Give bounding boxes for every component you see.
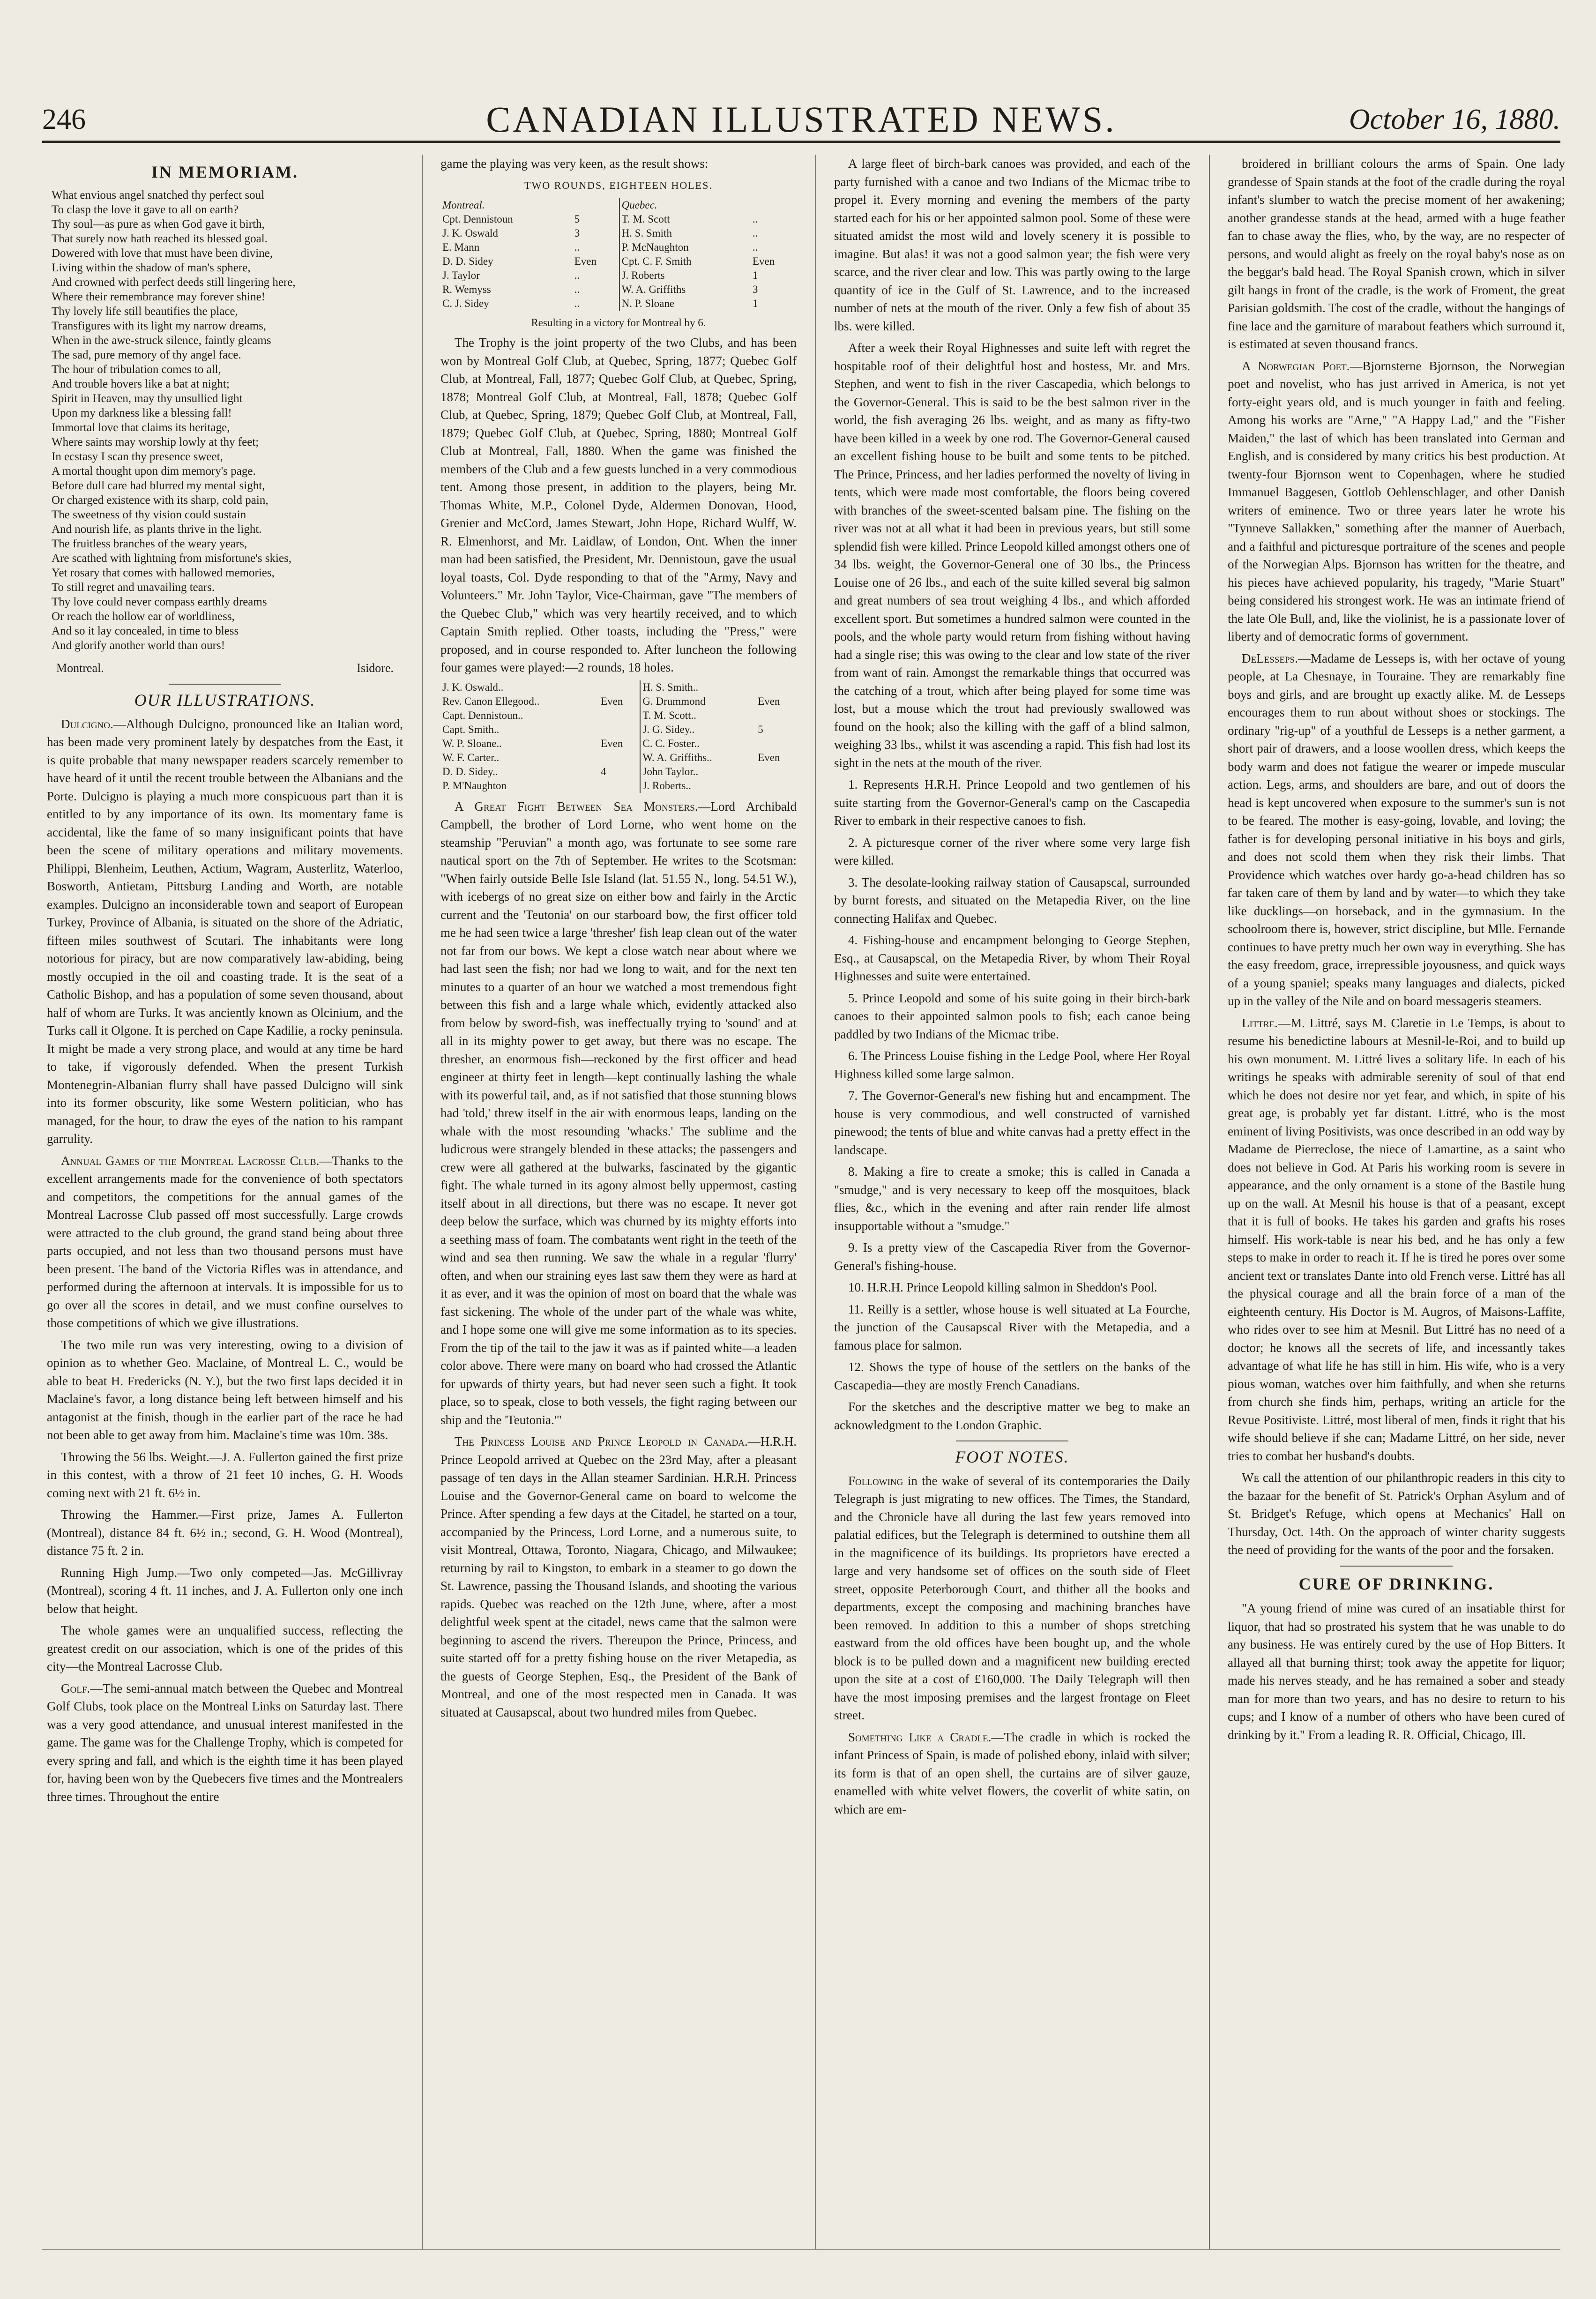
paragraph-text: —Bjornsterne Bjornson, the Norwegian poet and novelist, who has just arrived in America, is not yet forty-eight years old, and is much younger in faith and feeling. Among his works are "Arne," "A Happy Lad," and the "Fisher Maiden," the last of which has been translated into German and English, and is considered by many critics his best production. At twenty-four Bjornson went to Copenhagen, where he studied Immanuel Baggesen, Gottlob Oehlenschlager, and other Danish writers of eminence. Two or three years later he wrote his "Tynneve Sallakken," something after the manner of Auerbach, and a faithful and picturesque portraiture of the scenes and people of the Norwegian Alps. Bjornson has written for the theatre, and his pieces have achieved popularity, his tragedy, "Marie Stuart" being considered his strongest work. He was an intimate friend of the late Ole Bull, and, like the violinist, he is a passionate lover of liberty and of democratic forms of government. (1228, 358, 1565, 643)
column-1 (47, 155, 403, 2249)
article-paragraph (440, 1433, 797, 1721)
poem-stanza (52, 595, 398, 653)
table-row (440, 297, 797, 311)
paragraph-text: —The cradle in which is rocked the infant Princess of Spain, is made of polished ebony, inlaid with silver; its form is that of an open shell, the curtains are of silver gauze, enamelled with white velvet flowers, the coverlit of white satin, on which are em- (834, 1730, 1190, 1816)
table-cell: H. S. Smith.. (640, 680, 756, 694)
poem-line: Dowered with love that must have been divine, (52, 246, 273, 260)
section-heading-cure: CURE OF DRINKING. (1298, 1574, 1494, 1593)
poem-line: And glorify another world than ours! (52, 639, 225, 652)
table-cell: Even (574, 255, 597, 267)
table-cell: D. D. Sidey.. (442, 765, 498, 777)
poem-line: Spirit in Heaven, may thy unsullied light (52, 392, 243, 405)
table-cell: J. K. Oswald.. (442, 681, 504, 693)
table-cell: P. M'Naughton (442, 779, 507, 791)
table-cell: C. C. Foster.. (640, 737, 756, 751)
score-table-1 (440, 198, 797, 311)
article-paragraph: "A young friend of mine was cured of an insatiable thirst for liquor, that had so prostrated his system that he was unable to do any business. He was entirely cured by the use of Hop Bitters. It allayed all that burning thirst; took away the appetite for liquor; made his nerves steady, and he has remained a sober and steady man for more than two years, and has no desire to return to his cups; and I know of a number of others who have been cured of drinking by it." From a leading R. R. Official, Chicago, Ill. (1228, 1601, 1565, 1742)
table-row (440, 779, 797, 793)
poem-line: A mortal thought upon dim memory's page. (52, 464, 256, 478)
article-paragraph (834, 1239, 1190, 1275)
poem-line: And nourish life, as plants thrive in the light. (52, 522, 262, 536)
poem-stanza (52, 304, 398, 362)
poem-line: When in the awe-struck silence, faintly gleams (52, 334, 271, 347)
table-cell: Capt. Smith.. (442, 723, 500, 735)
article-paragraph (47, 1621, 403, 1676)
paragraph-lead: The Princess Louise and Prince Leopold in Canada. (455, 1434, 748, 1448)
table-cell: .. (574, 269, 580, 281)
poem-line: To still regret and unavailing tears. (52, 581, 215, 594)
paragraph-lead: Golf. (61, 1681, 90, 1695)
paragraph-text: —M. Littré, says M. Claretie in Le Temps, is about to resume his benedictine labours at Mesnil-le-Roi, and to build up his own monument. M. Littré lives a solitary life. In each of his writings he speaks with admirable serenity of soul of that end which he does not desire nor yet fear, and which, in spite of his great age, is probably yet far distant. Littré, who is the most eminent of living Positivists, was once described in an odd way by Madame de Pierreclose, the niece of Lamartine, as a saint who does not believe in God. At Paris his working room is severe in appearance, and the only ornament is a stone of the Bastile hung up on the wall. At Mesnil his house is that of a peasant, except that it is full of books. He takes his garden and grafts his roses himself. His work-table is near his bed, and he has only a few steps to make in order to reach it. If he is tired he pores over some ancient text or translates Dante into old French verse. Littré has all the physical courage and all the brain force of a man of the eighteenth century. His Doctor is M. Augros, of Maisons-Laffite, who rides over to see him at Mesnil. But Littré has no need of a doctor; he knows all the secrets of life, and incessantly takes advantage of what life he has still in him. His wife, who is a very pious woman, watches over him faithfully, and when she returns from church she finds him, perhaps, writing an article for the Revue Positiviste. Littré, most liberal of men, finds it right that his wife should believe if she can; Madame Littré, on her side, never tries to combat her husband's doubts. (1228, 1015, 1565, 1463)
article-paragraph (47, 1564, 403, 1618)
column-rule (815, 155, 816, 2249)
paragraph-lead: DeLesseps. (1242, 651, 1298, 665)
table-row (440, 212, 797, 226)
paragraph-text: broidered in brilliant colours the arms of Spain. One lady grandesse of Spain stands at the foot of the cradle during the royal infant's slumber to watch the precise moment of her awakening; another grandesse stands at the head, armed with a huge feather fan to chase away the flies, who, by the way, are no respecter of persons, and would alight as freely on the royal baby's nose as on the beggar's bald head. The Royal Spanish crown, which in silver gilt hangs in front of the cradle, is the work of Froment, the great Parisian goldsmith. The cost of the cradle, without the hangings of fine lace and the garniture of marabout feathers which surround it, is estimated at seven thousand francs. (1228, 157, 1565, 351)
paragraph-text: 1. Represents H.R.H. Prince Leopold and two gentlemen of his suite starting from the Governor-General's camp on the Cascapedia River to embark in their respective canoes to fish. (834, 777, 1190, 828)
poem-line: Or charged existence with its sharp, cold pain, (52, 493, 268, 507)
paragraph-text: 12. Shows the type of house of the settlers on the banks of the Cascapedia—they are mostly French Canadians. (834, 1360, 1190, 1392)
table-cell: 3 (574, 227, 580, 239)
paragraph-text: 9. Is a pretty view of the Cascapedia River from the Governor-General's fishing-house. (834, 1240, 1190, 1273)
table-cell: W. A. Griffiths.. (640, 751, 756, 765)
poem-line: To clasp the love it gave to all on earth? (52, 203, 239, 216)
poem-line: Thy lovely life still beautifies the place, (52, 305, 238, 318)
paragraph-text: Running High Jump.—Two only competed—Jas. McGillivray (Montreal), scoring 4 ft. 11 inches, and J. A. Fullerton only one inch below that height. (47, 1565, 403, 1616)
table-cell: .. (574, 284, 580, 295)
page-header (42, 98, 1560, 141)
article-paragraph (834, 1047, 1190, 1083)
table-cell: Even (758, 695, 780, 707)
article-paragraph (47, 1448, 403, 1502)
table-header-cell (573, 198, 619, 212)
section-heading-illustrations: OUR ILLUSTRATIONS. (134, 691, 316, 709)
article-paragraph (47, 1679, 403, 1806)
table-cell: J. Roberts.. (640, 779, 756, 793)
poem-line: Where saints may worship lowly at thy feet; (52, 435, 259, 448)
table-cell: W. A. Griffiths (619, 283, 751, 297)
article-paragraph (834, 1358, 1190, 1394)
article-paragraph (834, 1472, 1190, 1724)
table-header-cell: Montreal. (442, 199, 485, 211)
table-row (440, 240, 797, 254)
column-rule (422, 155, 423, 2249)
paragraph-text: 6. The Princess Louise fishing in the Ledge Pool, where Her Royal Highness killed some large salmon. (834, 1049, 1190, 1081)
table-cell: 5 (758, 723, 763, 735)
paragraph-text: 4. Fishing-house and encampment belonging to George Stephen, Esq., at Causapscal, on the Metapedia River, by whom Their Royal Highnesses and suite were entertained. (834, 933, 1190, 983)
score-table-2 (440, 680, 797, 793)
table-cell: Even (601, 695, 623, 707)
table-row (440, 254, 797, 269)
table-cell: D. D. Sidey (442, 255, 493, 267)
poem-line: Where their remembrance may forever shine! (52, 290, 266, 303)
poem-line: And trouble hovers like a bat at night; (52, 377, 230, 390)
paragraph-text: 3. The desolate-looking railway station of Causapscal, surrounded by burnt forests, and situated on the Metapedia River, on the line connecting Halifax and Quebec. (834, 875, 1190, 926)
table-row (440, 709, 797, 723)
paragraph-text: After a week their Royal Highnesses and suite left with regret the hospitable roof of their delightful host and hostess, Mr. and Mrs. Stephen, and went to fish in the river Cascapedia, which belongs to the Governor-General. This is said to be the best salmon river in the world, the fish averaging 26 lbs. weight, and as many as fifty-two have been killed in a week by one rod. The Governor-General caused an excellent fishing house to be built and some tents to be pitched. The Prince, Princess, and her ladies performed the novelty of living in tents, which were made most comfortable, the floors being covered with branches of the sweet-scented balsam pine. The fishing on the river was not at all what it had been in previous years, but still some splendid fish were killed. Prince Leopold killed amongst others one of 34 lbs. weight, the Governor-General one of 30 lbs., the Princess Louise one of 26 lbs., and each of the suite killed several big salmon and great numbers of sea trout weighing 4 lbs., and which afforded excellent sport. But sometimes a hundred salmon were counted in the pools, and the whole party would return from fishing without having had a single rise; this was owing to the clear and low state of the river from want of rain. Amongst the remarkable things that occurred was the catching of a trout, which after being played for some time was lost, but a mouse which the trout had previously swallowed was found on the hook; also the killing with the gaff of a blind salmon, weighing 33 lbs., whilst it was ascending a rapid. This fish had lost its sight in the nets at the mouth of the river. (834, 341, 1190, 770)
paragraph-lead: Littre. (1242, 1015, 1278, 1030)
article-paragraph (834, 339, 1190, 772)
poem-line: The hour of tribulation comes to all, (52, 363, 221, 376)
poem-line: In ecstasy I scan thy presence sweet, (52, 450, 223, 463)
paragraph-text: —Although Dulcigno, pronounced like an Italian word, has been made very prominent lately by despatches from the East, it is quite probable that many newspaper readers scarcely remember to have heard of it until the recent trouble between the Albanians and the Porte. Dulcigno is playing a much more conspicuous part than it is entitled to by any importance of its own. Its momentary fame is accidental, like the fame of so many insignificant points that have been the scene of military operations and military movements. Philippi, Blenheim, Leuthen, Actium, Wagram, Austerlitz, Waterloo, Bosworth, Antietam, Pittsburg Landing and Worth, are notable examples. Dulcigno an inconsiderable town and seaport of European Turkey, Province of Albania, is situated on the shore of the Adriatic, fifteen miles southwest of Scutari. The inhabitants were long notorious for piracy, but are now comparatively law-abiding, being mostly occupied in the oil and coasting trade. It is the seat of a Catholic Bishop, and has a population of some seven thousand, about half of whom are Turks. It was anciently known as Olcinium, and the Turks call it Olgone. It is perched on Cape Kadilie, a rocky peninsula. It might be made a very strong place, and would at any time be hard to take, if vigorously defended. When the present Turkish Montenegrin-Albanian flurry shall have passed Dulcigno will sink into its former obscurity, like some Western politician, who has managed, for the hour, to draw the eyes of the nation to his rampant garrulity. (47, 717, 403, 1146)
poem-place: Montreal. (56, 661, 104, 675)
table-cell: J. Taylor (442, 269, 480, 281)
article-paragraph (1228, 357, 1565, 646)
poem-line: Living within the shadow of man's sphere, (52, 261, 251, 274)
table-cell (756, 737, 797, 751)
article-paragraph (834, 989, 1190, 1044)
divider (1340, 1566, 1453, 1567)
poem (52, 188, 398, 653)
article-paragraph (834, 1398, 1190, 1434)
table-cell: Cpt. Dennistoun (442, 213, 513, 225)
table-cell: .. (752, 241, 758, 253)
poem-line: And crowned with perfect deeds still lingering here, (52, 276, 296, 289)
table-cell: N. P. Sloane (619, 297, 751, 311)
paragraph-text: Throwing the Hammer.—First prize, James A. Fullerton (Montreal), distance 84 ft. 6½ in.; second, G. H. Wood (Montreal), distance 75 ft. 2 in. (47, 1508, 403, 1558)
poem-stanza (52, 537, 398, 595)
paragraph-text: The two mile run was very interesting, owing to a division of opinion as to whether Geo. Maclaine, of Montreal L. C., would be able to beat H. Fredericks (N. Y.), but the two first laps decided it in Maclaine's favor, a long distance being left between himself and his antagonist at the finish, though in the earlier part of the race he had not been able to get away from him. Maclaine's time was 10m. 38s. (47, 1337, 403, 1442)
paragraph-lead: Annual Games of the Montreal Lacrosse Club. (61, 1153, 320, 1168)
column-2 (440, 155, 797, 2249)
table-cell: T. M. Scott.. (640, 709, 756, 723)
paragraph-lead: Something Like a Cradle. (848, 1730, 992, 1744)
paragraph-text: 10. H.R.H. Prince Leopold killing salmon in Sheddon's Pool. (848, 1280, 1157, 1294)
table-cell: Even (601, 737, 623, 749)
table-cell (756, 765, 797, 779)
article-paragraph (440, 798, 797, 1429)
article-paragraph (47, 1336, 403, 1444)
article-body (834, 1472, 1190, 1819)
paragraph-text: —The semi-annual match between the Quebec and Montreal Golf Clubs, took place on the Montreal Links on Saturday last. There was a very good attendance, and unusual interest manifested in the game. The game was for the Challenge Trophy, which is competed for every spring and fall, and which is the eighth time it has been played for, having been won by the Quebecers five times and the Montrealers three times. Throughout the entire (47, 1681, 403, 1804)
article-paragraph (834, 1278, 1190, 1297)
article-body (440, 798, 797, 1722)
table-cell (599, 779, 640, 793)
table-row (440, 751, 797, 765)
table-cell: P. McNaughton (619, 240, 751, 254)
paragraph-text: —Madame de Lesseps is, with her octave of young people, at La Chesnaye, in Touraine. They are remarkably fine boys and girls, and are brought up exactly alike. M. de Lesseps encourages them to run about without shoes or stockings. The ordinary "rig-up" of a youthful de Lesseps is a nether garment, a short pair of drawers, and a loose woollen dress, which keeps the body warm and does not fatigue the wearer or impede muscular action. Legs, arms, and shoulders are bare, and out of doors the head is kept uncovered when exposure to the summer's sun is not to be feared. The mother is easy-going, lovable, and loving; the father is for developing personal initiative in his boys and girls, and does not scold them when they risk their limbs. That Providence which watches over hardy go-a-head children has so far taken care of them by land and by water—to which they take like ducklings—on horseback, and in the gymnasium. In the schoolroom there is, however, strict discipline, but Mlle. Fernande continues to have pretty much her own way in everything. She has the easy freedom, grace, irrepressible joyousness, and quick ways of a young spaniel; speaks many languages and dialects, picked up in the valley of the Nile and on board messageris steamers. (1228, 651, 1565, 1008)
paragraph-text: The whole games were an unqualified success, reflecting the greatest credit on our association, which is one of the prides of this city—the Montreal Lacrosse Club. (47, 1623, 403, 1673)
poem-line: And so it lay concealed, in time to bless (52, 624, 239, 637)
header-rule (42, 141, 1560, 143)
paragraph-lead: A Great Fight Between Sea Monsters. (455, 799, 698, 814)
paragraph-lead: Dulcigno. (61, 717, 113, 731)
article-paragraph (834, 1087, 1190, 1159)
table-row (440, 765, 797, 779)
poem-stanza (52, 362, 398, 420)
table-row (440, 737, 797, 751)
article-paragraph (47, 1506, 403, 1560)
article-paragraph (1228, 1469, 1565, 1559)
article-paragraph (834, 1163, 1190, 1235)
table-cell: 4 (601, 765, 606, 777)
table-cell: J. G. Sidey.. (640, 723, 756, 737)
table-cell: 1 (752, 269, 758, 281)
table-cell: Even (752, 255, 775, 267)
poem-signature (56, 659, 394, 678)
table-cell: H. S. Smith (619, 226, 751, 240)
article-paragraph (1228, 155, 1565, 353)
table-cell: Even (758, 751, 780, 763)
table-cell (599, 680, 640, 694)
table-header-row (440, 198, 797, 212)
paragraph-text: —Thanks to the excellent arrangements made for the convenience of both spectators and competitors, the competitions for the annual games of the Montreal Lacrosse Club passed off most successfully. Large crowds were attracted to the club ground, the grand stand being about three parts occupied, and not less than two thousand persons must have been present. The band of the Victoria Rifles was in attendance, and performed during the afternoon at intervals. It is impossible for us to go over all the scores in detail, and we must confine ourselves to those competitions of which we give illustrations. (47, 1153, 403, 1330)
article-body (47, 715, 403, 1806)
poem-stanza (52, 478, 398, 537)
table-cell: Cpt. C. F. Smith (619, 254, 751, 269)
column-rule (1209, 155, 1210, 2249)
table-cell: W. F. Carter.. (442, 751, 500, 763)
paragraph-lead: A Norwegian Poet. (1242, 358, 1350, 373)
table-cell: John Taylor.. (640, 765, 756, 779)
table-row (440, 269, 797, 283)
issue-date: October 16, 1880. (1349, 104, 1560, 135)
paragraph-text: 2. A picturesque corner of the river where some very large fish were killed. (834, 835, 1190, 867)
table-row (440, 723, 797, 737)
table-row (440, 283, 797, 297)
paragraph-text: 5. Prince Leopold and some of his suite going in their birch-bark canoes to their appointed salmon pools to fish; each canoe being paddled by two Indians of the Micmac tribe. (834, 991, 1190, 1041)
table-cell: Rev. Canon Ellegood.. (442, 695, 540, 707)
article-paragraph (834, 155, 1190, 335)
section-heading-foot-notes: FOOT NOTES. (955, 1448, 1069, 1466)
table-cell: J. Roberts (619, 269, 751, 283)
table-cell: G. Drummond (640, 694, 756, 709)
bottom-rule (42, 2249, 1560, 2250)
score-table-title: TWO ROUNDS, EIGHTEEN HOLES. (524, 179, 713, 191)
table-cell: 3 (752, 284, 758, 295)
table-cell: T. M. Scott (619, 212, 751, 226)
poem-line: The fruitless branches of the weary years, (52, 537, 247, 550)
paragraph-text: —Lord Archibald Campbell, the brother of Lord Lorne, who went home on the steamship "Peruvian" a month ago, was fortunate to see some rare nautical sport on the 7th of September. He writes to the Scotsman: "When fairly outside Belle Isle Island (lat. 51.55 N., long. 54.51 W.), with icebergs of no great size on either bow and fairly in the Arctic current and the 'Teutonia' on our starboard bow, the first officer told me he had seen twice a large 'thresher' fish leap clean out of the water not far from our bows. We kept a close watch near about where we had last seen the fish; nor had we long to wait, and for the next ten minutes to a quarter of an hour we watched a most tremendous fight between this fish and a large whale which, evidently attacked also from below by sword-fish, was ineffectually trying to 'sound' and at all in its mighty power to get away, but there was no escape. The thresher, an enormous fish—reckoned by the first officer and head engineer at thirty feet in length—kept continually lashing the whale with its powerful tail, and, as if not satisfied that those stunning blows had 'told,' threw itself in the air with enormous leaps, landing on the whale with the most resounding 'whacks.' The sublime and the ludicrous were strangely blended in these attacks; the passengers and crew were all gathered at the bulwarks, fascinated by the gigantic fight. The whale turned in its agony almost belly uppermost, casting itself about in all directions, but there was no escape. It never got deep below the surface, which was churned by its mighty efforts into a seething mass of foam. The combatants went right in the teeth of the wind and sea then running. We saw the whale in a regular 'flurry' often, and when our straining eyes last saw them they were as hard at it as ever, and it was the opinion of most on board that the whale was fast sickening. The whole of the under part of the whale was white, and I hope some one will give me some information as to its species. From the tip of the tail to the jaw it was as if painted white—a leaden color above. There were many on board who had crossed the Atlantic for upwards of thirty years, but had never seen such a fight. It took place, so to speak, close to both vessels, the fight raging between our ship and the 'Teutonia.'" (440, 799, 797, 1427)
column-4 (1228, 155, 1565, 2249)
poem-author: Isidore. (357, 661, 394, 675)
table-cell (599, 751, 640, 765)
poem-line: That surely now hath reached its blessed goal. (52, 232, 268, 245)
table-cell (756, 709, 797, 723)
article-paragraph (834, 1300, 1190, 1355)
table-cell: .. (752, 213, 758, 225)
table-row (440, 680, 797, 694)
article-paragraph (834, 1728, 1190, 1819)
table-cell (599, 723, 640, 737)
table-cell: C. J. Sidey (442, 298, 489, 309)
table-cell: W. P. Sloane.. (442, 737, 502, 749)
table-cell (599, 709, 640, 723)
paragraph-text: in the wake of several of its contemporaries the Daily Telegraph is just migrating to new offices. The Times, the Standard, and the Chronicle have all during the last few years removed into palatial edifices, but the Telegraph is determined to outshine them all in the magnificence of its buildings. Its proprietors have erected a large and very handsome set of offices on the south side of Fleet street, opposite Peterborough Court, and thither all the books and departments, except the composing and machining branches have been removed. In addition to this a number of shops stretching eastward from the old offices have been bought up, and the whole block is to be pulled down and a magnificent new building erected upon the site at a cost of £160,000. The Daily Telegraph will then have the most imposing premises and the largest frontage on Fleet street. (834, 1473, 1190, 1722)
table-cell: .. (574, 298, 580, 309)
article-paragraph (47, 1152, 403, 1332)
column-3 (834, 155, 1190, 2249)
poem-line: The sweetness of thy vision could sustain (52, 508, 246, 521)
poem-line: The sad, pure memory of thy angel face. (52, 348, 241, 361)
poem-title: IN MEMORIAM. (151, 163, 298, 181)
table-cell: 5 (574, 213, 580, 225)
page-number: 246 (42, 104, 86, 135)
table-cell (756, 779, 797, 793)
poem-stanza (52, 246, 398, 304)
table-cell (756, 680, 797, 694)
score-result: Resulting in a victory for Montreal by 6. (531, 317, 706, 328)
poem-line: What envious angel snatched thy perfect soul (52, 188, 265, 202)
poem-line: Upon my darkness like a blessing fall! (52, 406, 232, 419)
paragraph-text: —H.R.H. Prince Leopold arrived at Quebec on the 23rd May, after a pleasant passage of ten days in the Allan steamer Sardinian. H.R.H. Princess Louise and the Governor-General came on board to welcome the Prince. After spending a few days at the Citadel, he started on a tour, accompanied by the Princess, Lord Lorne, and a numerous suite, to visit Montreal, Ottawa, Toronto, Niagara, Chicago, and Milwaukee; returning by rail to Kingston, to embark in a steamer to go down the St. Lawrence, passing the Thousand Islands, and shooting the various rapids. Quebec was reached on the 12th June, where, after a most delightful week spent at the citadel, news came that the salmon were beginning to ascend the rivers. Thereupon the Prince, Princess, and suite started off for a pretty fishing house on the river Metapedia, as the guests of George Stephen, Esq., the President of the Bank of Montreal, and one of the most respected men in Canada. It was situated at Causapscal, about two hundred miles from Quebec. (440, 1434, 797, 1719)
poem-line: Yet rosary that comes with hallowed memories, (52, 566, 275, 579)
table-cell: Capt. Dennistoun.. (442, 709, 523, 721)
golf-intro: game the playing was very keen, as the result shows: (440, 157, 709, 171)
poem-line: Before dull care had blurred my mental sight, (52, 479, 265, 492)
article-paragraph (1228, 1014, 1565, 1465)
masthead-title: CANADIAN ILLUSTRATED NEWS. (486, 99, 1117, 140)
paragraph-text: 7. The Governor-General's new fishing hut and encampment. The house is very commodious, and well constructed of varnished pinewood; the tents of blue and white canvas had a pretty effect in the landscape. (834, 1089, 1190, 1157)
paragraph-text: 11. Reilly is a settler, whose house is well situated at La Fourche, the junction of the Causapscal River with the Metapedia, and a famous place for salmon. (834, 1302, 1190, 1352)
poem-line: Thy love could never compass earthly dreams (52, 595, 267, 608)
paragraph-lead: Following (848, 1473, 903, 1488)
table-cell: E. Mann (442, 241, 480, 253)
article-paragraph (1228, 649, 1565, 1010)
table-row (440, 226, 797, 240)
article-paragraph (834, 834, 1190, 870)
table-cell: R. Wemyss (442, 284, 491, 295)
paragraph-text: 8. Making a fire to create a smoke; this is called in Canada a "smudge," and is very necessary to keep off the mosquitoes, black flies, &c., which in the evening and after rain render life almost insupportable without a "smudge." (834, 1164, 1190, 1233)
article-body (834, 155, 1190, 1434)
article-paragraph (47, 715, 403, 1148)
poem-line: Thy soul—as pure as when God gave it birth, (52, 217, 265, 231)
table-row (440, 694, 797, 709)
poem-stanza (52, 420, 398, 478)
article-paragraph (834, 931, 1190, 985)
article-paragraph: The Trophy is the joint property of the two Clubs, and has been won by Montreal Golf Club, at Quebec, Spring, 1877; Quebec Golf Club, at Montreal, Fall, 1877; Quebec Golf Club, at Quebec, Spring, 1878; Montreal Golf Club, at Montreal, Fall, 1878; Quebec Golf Club, at Quebec, Spring, 1879; Quebec Golf Club, at Montreal, Fall, 1879; Quebec Golf Club, at Quebec, Spring, 1880; Montreal Golf Club at Montreal, Fall, 1880. When the game was finished the members of the Club and a few guests lunched in a very commodious tent. Among those present, in addition to the players, being Mr. Thomas White, M.P., Colonel Dyde, Aldermen Donovan, Hood, Grenier and McCord, James Stewart, John Hope, Richard Wulff, W. R. Elmenhorst, and Mr. Laidlaw, of London, Ont. When the inner man had been satisfied, the President, Mr. Dennistoun, gave the usual loyal toasts, Col. Dyde responding to that of the "Army, Navy and Volunteers." Mr. John Taylor, Vice-Chairman, gave "The members of the Quebec Club," which was very heartily received, and to which Captain Smith replied. Other toasts, including the "Press," were proposed, and in course responded to. After luncheon the following four games were played:—2 rounds, 18 holes. (440, 336, 797, 674)
table-cell: 1 (752, 298, 758, 309)
article-paragraph (834, 873, 1190, 928)
poem-line: Transfigures with its light my narrow dreams, (52, 319, 267, 332)
table-header-cell: Quebec. (619, 198, 751, 212)
paragraph-text: call the attention of our philanthropic readers in this city to the bazaar for the benefit of St. Patrick's Orphan Asylum and of St. Bridget's Refuge, which opens at Mechanics' Hall on Thursday, Oct. 14th. On the approach of winter charity suggests the need of providing for the wants of the poor and the forsaken. (1228, 1470, 1565, 1557)
paragraph-text: For the sketches and the descriptive matter we beg to make an acknowledgment to the London Graphic. (834, 1400, 1190, 1432)
poem-stanza (52, 188, 398, 246)
table-cell: .. (574, 241, 580, 253)
paragraph-text: Throwing the 56 lbs. Weight.—J. A. Fullerton gained the first prize in this contest, with a throw of 21 feet 10 inches, G. H. Woods coming next with 21 ft. 6½ in. (47, 1449, 403, 1500)
poem-line: Are scathed with lightning from misfortune's skies, (52, 552, 292, 565)
table-cell: .. (752, 227, 758, 239)
article-paragraph (834, 776, 1190, 830)
table-cell: J. K. Oswald (442, 227, 498, 239)
poem-line: Immortal love that claims its heritage, (52, 421, 230, 434)
poem-line: Or reach the hollow ear of worldliness, (52, 610, 235, 623)
table-header-cell (751, 198, 797, 212)
article-body (1228, 155, 1565, 1559)
paragraph-lead: We (1242, 1470, 1260, 1485)
paragraph-text: A large fleet of birch-bark canoes was provided, and each of the party furnished with a canoe and two Indians of the Micmac tribe to propel it. Every morning and evening the members of the party started each for his or her appointed salmon pool. Some of these were situated amidst the most wild and lovely scenery it is possible to imagine. But alas! it was not a good salmon year; the fish were very scarce, and the river clear and low. This was partly owing to the large quantity of ice in the Gulf of St. Lawrence, and to the increased number of nets at the mouth of the river. Only a few fish of about 35 lbs. were killed. (834, 157, 1190, 333)
divider (169, 684, 281, 685)
